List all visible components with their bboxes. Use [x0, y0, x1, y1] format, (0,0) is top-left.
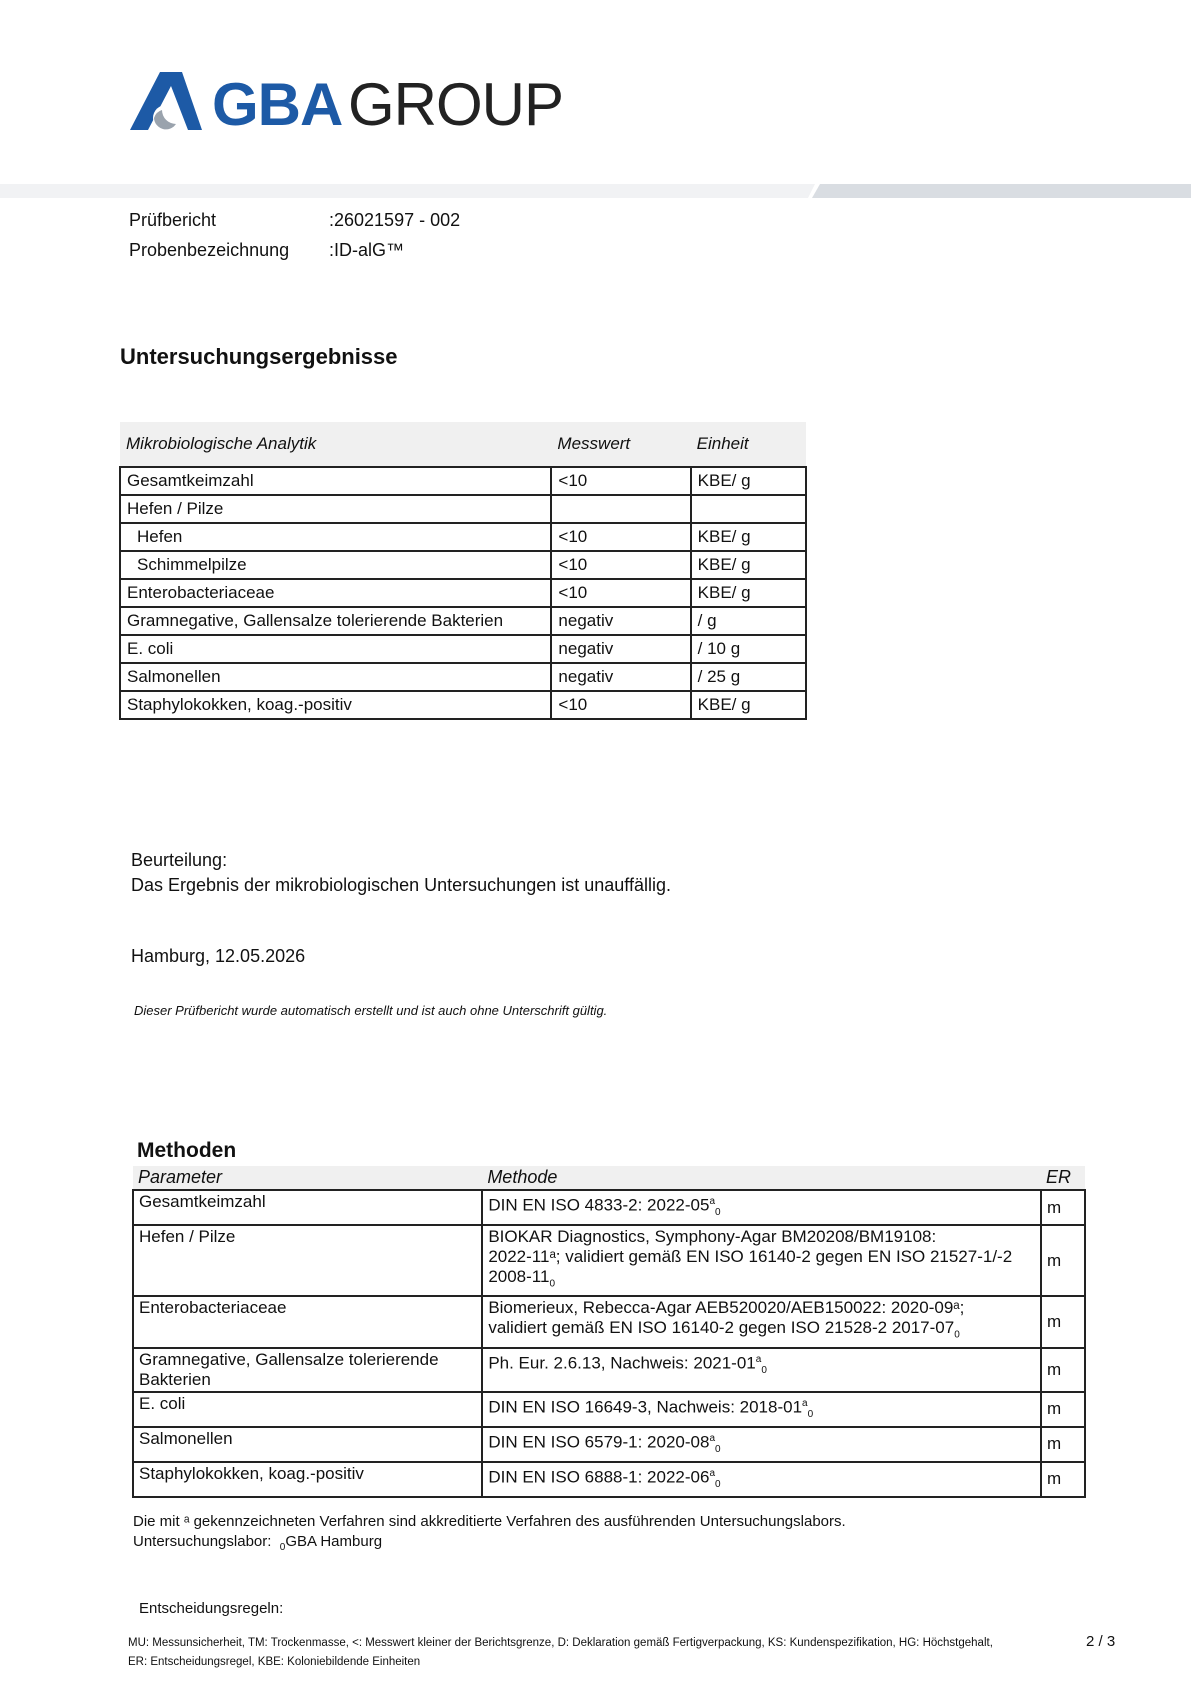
logo-text-group: GROUP — [348, 71, 564, 138]
methods-table — [132, 1166, 1086, 1498]
method-text — [482, 1225, 1041, 1296]
auto-note: Dieser Prüfbericht wurde automatisch erstellt und ist auch ohne Unterschrift gültig. — [134, 1003, 608, 1018]
result-value: <10 — [551, 551, 690, 579]
results-header-row — [120, 422, 806, 467]
result-unit: KBE/ g — [691, 551, 806, 579]
footer-line-2: ER: Entscheidungsregel, KBE: Koloniebildende Einheiten — [128, 1656, 421, 1668]
result-unit: / g — [691, 607, 806, 635]
result-unit: / 25 g — [691, 663, 806, 691]
result-unit — [691, 495, 806, 523]
result-value: <10 — [551, 523, 690, 551]
result-name: Gramnegative, Gallensalze tolerierende Bakterien — [120, 607, 551, 635]
table-row — [133, 1225, 1085, 1296]
assessment-text: Das Ergebnis der mikrobiologischen Untersuchungen ist unauffällig. — [131, 875, 671, 895]
accredited-mark: a — [709, 1467, 715, 1479]
method-er: m — [1041, 1225, 1085, 1296]
company-logo — [130, 72, 570, 152]
lab-index: 0 — [549, 1278, 556, 1290]
table-row — [133, 1427, 1085, 1462]
table-row — [133, 1392, 1085, 1427]
method-line: BIOKAR Diagnostics, Symphony-Agar BM20208/BM19108: — [488, 1227, 937, 1247]
table-row — [120, 635, 806, 663]
header-parameter: Parameter — [133, 1166, 482, 1190]
method-parameter: E. coli — [133, 1392, 482, 1427]
lab-line — [133, 1532, 846, 1558]
result-value: <10 — [551, 467, 690, 495]
method-er: m — [1041, 1190, 1085, 1225]
method-text — [482, 1190, 1041, 1225]
lab-index: 0 — [715, 1478, 721, 1490]
lab-index: 0 — [715, 1207, 721, 1219]
header-er: ER — [1041, 1166, 1085, 1190]
accredited-mark: a — [755, 1353, 762, 1365]
table-row — [120, 579, 806, 607]
result-value: negativ — [551, 635, 690, 663]
result-name: Enterobacteriaceae — [120, 579, 551, 607]
accredited-mark: a — [709, 1196, 715, 1207]
method-parameter: Enterobacteriaceae — [133, 1296, 482, 1347]
result-name: Staphylokokken, koag.-positiv — [120, 691, 551, 719]
method-er: m — [1041, 1462, 1085, 1497]
method-line: Ph. Eur. 2.6.13, Nachweis: 2021-01 — [488, 1353, 756, 1373]
accreditation-block — [133, 1512, 846, 1558]
table-row — [120, 663, 806, 691]
methods-title: Methoden — [137, 1139, 237, 1162]
result-name: Hefen / Pilze — [120, 495, 551, 523]
result-value: <10 — [551, 579, 690, 607]
result-unit: / 10 g — [691, 635, 806, 663]
method-text — [482, 1348, 1041, 1392]
result-name: Hefen — [120, 523, 551, 551]
methods-header-row — [133, 1166, 1085, 1190]
result-value: negativ — [551, 663, 690, 691]
page-number: 2 / 3 — [1086, 1633, 1116, 1650]
meta-row-report — [129, 210, 629, 240]
method-er: m — [1041, 1348, 1085, 1392]
method-er: m — [1041, 1427, 1085, 1462]
lab-name: GBA Hamburg — [285, 1533, 383, 1550]
lab-index: 0 — [279, 1542, 286, 1553]
logo-mark-icon — [130, 72, 202, 140]
footer-line-1: MU: Messunsicherheit, TM: Trockenmasse, <: Messwert kleiner der Berichtsgrenze, D: Deklaration gemäß Fertigverpackung, KS: Kundenspezifikation, HG: Höchstgehalt, — [128, 1637, 993, 1649]
result-value — [551, 495, 690, 523]
header-methode: Methode — [482, 1166, 1041, 1190]
table-row — [120, 691, 806, 719]
method-line: validiert gemäß EN ISO 16140-2 gegen ISO 21528-2 2017-07 — [488, 1318, 955, 1338]
method-parameter: Staphylokokken, koag.-positiv — [133, 1462, 482, 1497]
result-name: Salmonellen — [120, 663, 551, 691]
method-line: DIN EN ISO 6579-1: 2020-08 — [488, 1432, 710, 1452]
result-unit: KBE/ g — [691, 579, 806, 607]
method-line: DIN EN ISO 16649-3, Nachweis: 2018-01 — [488, 1397, 803, 1417]
header-einheit: Einheit — [691, 422, 806, 467]
place-date: Hamburg, 12.05.2026 — [131, 946, 306, 966]
meta-label: Prüfbericht — [129, 210, 217, 230]
lab-index: 0 — [954, 1329, 960, 1341]
table-row — [120, 523, 806, 551]
method-parameter: Gramnegative, Gallensalze tolerierende Bakterien — [133, 1348, 482, 1392]
method-parameter: Gesamtkeimzahl — [133, 1190, 482, 1225]
method-text — [482, 1392, 1041, 1427]
result-name: Gesamtkeimzahl — [120, 467, 551, 495]
table-row — [120, 607, 806, 635]
method-parameter: Salmonellen — [133, 1427, 482, 1462]
table-row — [120, 495, 806, 523]
assessment-label: Beurteilung: — [131, 850, 228, 870]
method-line: DIN EN ISO 4833-2: 2022-05 — [488, 1195, 710, 1215]
lab-index: 0 — [807, 1408, 814, 1420]
result-unit: KBE/ g — [691, 467, 806, 495]
result-value: negativ — [551, 607, 690, 635]
result-unit: KBE/ g — [691, 691, 806, 719]
method-er: m — [1041, 1296, 1085, 1347]
results-table — [119, 422, 807, 720]
assessment — [131, 848, 671, 898]
table-row — [133, 1296, 1085, 1347]
meta-value: :26021597 - 002 — [329, 210, 461, 230]
method-er: m — [1041, 1392, 1085, 1427]
method-text — [482, 1296, 1041, 1347]
meta-label: Probenbezeichnung — [129, 240, 290, 260]
footer-legend — [128, 1634, 993, 1672]
accreditation-note: Die mit ᵃ gekennzeichneten Verfahren sind akkreditierte Verfahren des ausführenden Untersuchungslabors. — [133, 1513, 846, 1530]
decision-rules: Entscheidungsregeln: — [139, 1600, 284, 1617]
result-unit: KBE/ g — [691, 523, 806, 551]
meta-row-sample — [129, 240, 629, 270]
lab-index: 0 — [761, 1364, 767, 1376]
table-row — [133, 1190, 1085, 1225]
method-line: DIN EN ISO 6888-1: 2022-06 — [488, 1467, 710, 1487]
method-line: Biomerieux, Rebecca-Agar AEB520020/AEB150022: 2020-09ᵃ; — [488, 1298, 965, 1318]
method-text — [482, 1427, 1041, 1462]
table-row — [120, 467, 806, 495]
logo-text-gba: GBA — [212, 71, 343, 138]
result-value: <10 — [551, 691, 690, 719]
table-row — [120, 551, 806, 579]
table-row — [133, 1462, 1085, 1497]
lab-index: 0 — [715, 1443, 721, 1455]
meta-value: :ID-alG™ — [329, 240, 405, 260]
method-line: 2008-11 — [488, 1267, 550, 1287]
header-messwert: Messwert — [551, 422, 690, 467]
method-parameter: Hefen / Pilze — [133, 1225, 482, 1296]
header-band — [0, 184, 1191, 198]
accredited-mark: a — [802, 1397, 808, 1409]
lab-label: Untersuchungslabor: — [133, 1533, 272, 1550]
section-title: Untersuchungsergebnisse — [120, 344, 398, 369]
method-text — [482, 1462, 1041, 1497]
report-meta — [129, 210, 629, 270]
accredited-mark: a — [709, 1432, 715, 1444]
table-row — [133, 1348, 1085, 1392]
header-analytik: Mikrobiologische Analytik — [120, 422, 551, 467]
method-line: 2022-11ᵃ; validiert gemäß EN ISO 16140-2 gegen EN ISO 21527-1/-2 — [488, 1247, 1013, 1267]
result-name: E. coli — [120, 635, 551, 663]
result-name: Schimmelpilze — [120, 551, 551, 579]
